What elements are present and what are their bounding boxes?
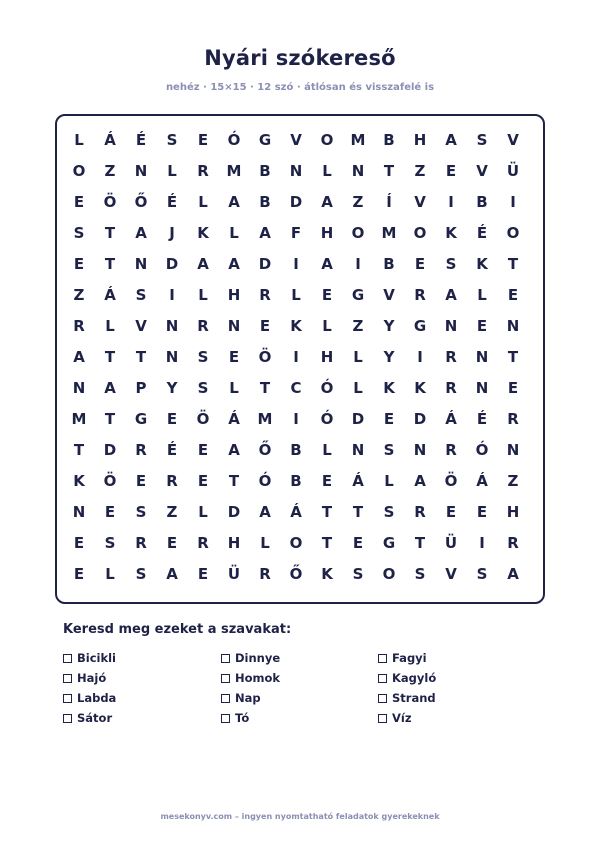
word-label: Dinnye [235, 651, 281, 665]
grid-cell: E [414, 255, 426, 273]
checkbox-icon[interactable] [63, 694, 72, 703]
grid-cell: K [383, 379, 395, 397]
grid-cell: E [166, 410, 178, 428]
grid-cell: R [135, 441, 147, 459]
checkbox-icon[interactable] [63, 654, 72, 663]
grid-cell: R [259, 565, 271, 583]
grid-cell: N [134, 255, 148, 273]
grid-cell: L [260, 534, 270, 552]
grid-cell: A [414, 472, 426, 490]
checkbox-icon[interactable] [378, 654, 387, 663]
grid-cell: Á [352, 472, 364, 490]
grid-cell: R [445, 379, 457, 397]
grid-cell: Y [383, 317, 395, 335]
grid-cell: H [506, 503, 520, 521]
grid-cell: N [351, 441, 365, 459]
word-item [63, 690, 116, 706]
grid-cell: V [414, 193, 426, 211]
grid-cell: R [507, 534, 519, 552]
grid-cell: K [414, 379, 426, 397]
grid-cell: B [383, 131, 395, 149]
grid-cell: Z [104, 162, 116, 180]
grid-cell: Ü [227, 565, 241, 583]
grid-cell: T [104, 255, 116, 273]
grid-cell: S [104, 534, 116, 552]
grid-cell: G [413, 317, 427, 335]
grid-cell: V [445, 565, 457, 583]
grid-cell: N [72, 503, 86, 521]
grid-cell: R [197, 317, 209, 335]
grid-cell: V [476, 162, 488, 180]
grid-cell: I [510, 193, 516, 211]
grid-cell: S [135, 565, 147, 583]
grid-cell: H [320, 348, 334, 366]
grid-cell: B [290, 472, 302, 490]
grid-cell: Ö [103, 472, 117, 490]
grid-cell: E [197, 441, 209, 459]
word-label: Fagyi [392, 651, 427, 665]
grid-cell: N [506, 441, 520, 459]
grid-cell: Z [73, 286, 85, 304]
grid-cell: E [507, 379, 519, 397]
grid-cell: Ö [258, 348, 272, 366]
grid-cell: Á [290, 503, 302, 521]
grid-cell: T [104, 410, 116, 428]
grid-cell: C [290, 379, 302, 397]
grid-cell: K [476, 255, 488, 273]
checkbox-icon[interactable] [221, 714, 230, 723]
word-label: Hajó [77, 671, 107, 685]
grid-cell: H [320, 224, 334, 242]
grid-cell: R [445, 441, 457, 459]
word-label: Nap [235, 691, 261, 705]
grid-cell: K [73, 472, 85, 490]
checkbox-icon[interactable] [63, 674, 72, 683]
grid-cell: B [383, 255, 395, 273]
word-item [63, 670, 106, 686]
grid-cell: V [383, 286, 395, 304]
grid-cell: Ó [227, 131, 241, 149]
grid-cell: Á [228, 410, 240, 428]
grid-cell: M [71, 410, 87, 428]
grid-cell: L [322, 441, 332, 459]
grid-cell: T [383, 162, 395, 180]
grid-cell: É [166, 193, 178, 211]
grid-cell: N [165, 348, 179, 366]
grid-cell: G [382, 534, 396, 552]
letter-grid [55, 114, 545, 604]
grid-cell: R [73, 317, 85, 335]
grid-cell: I [355, 255, 361, 273]
grid-cell: N [72, 379, 86, 397]
grid-cell: A [228, 193, 240, 211]
grid-cell: L [477, 286, 487, 304]
grid-cell: Ő [289, 565, 303, 583]
checkbox-icon[interactable] [221, 674, 230, 683]
grid-cell: V [290, 131, 302, 149]
grid-cell: Y [166, 379, 178, 397]
grid-cell: O [382, 565, 396, 583]
grid-cell: O [72, 162, 86, 180]
checkbox-icon[interactable] [378, 714, 387, 723]
grid-cell: M [226, 162, 242, 180]
grid-cell: L [322, 317, 332, 335]
grid-cell: A [135, 224, 147, 242]
grid-cell: N [444, 317, 458, 335]
grid-cell: R [445, 348, 457, 366]
grid-cell: E [197, 472, 209, 490]
grid-cell: H [227, 534, 241, 552]
grid-cell: E [73, 255, 85, 273]
checkbox-icon[interactable] [221, 654, 230, 663]
grid-cell: V [507, 131, 519, 149]
word-item [221, 650, 280, 666]
grid-cell: Á [476, 472, 488, 490]
grid-cell: E [445, 503, 457, 521]
grid-cell: A [321, 193, 333, 211]
grid-cell: T [352, 503, 364, 521]
grid-cell: L [198, 193, 208, 211]
grid-cell: E [259, 317, 271, 335]
grid-cell: Ö [196, 410, 210, 428]
word-item [378, 650, 427, 666]
grid-cell: E [73, 193, 85, 211]
page-subtitle: nehéz · 15×15 · 12 szó · átlósan és visszafelé is [165, 82, 435, 93]
grid-cell: L [322, 162, 332, 180]
grid-cell: A [507, 565, 519, 583]
grid-cell: Ó [320, 379, 334, 397]
grid-cell: V [135, 317, 147, 335]
grid-cell: Z [507, 472, 519, 490]
checkbox-icon[interactable] [378, 694, 387, 703]
grid-cell: N [289, 162, 303, 180]
grid-cell: R [507, 410, 519, 428]
grid-cell: T [73, 441, 85, 459]
word-label: Strand [392, 691, 436, 705]
grid-cell: Ü [506, 162, 520, 180]
word-label: Labda [77, 691, 117, 705]
grid-cell: E [197, 131, 209, 149]
grid-cell: E [476, 317, 488, 335]
grid-cell: T [228, 472, 240, 490]
grid-cell: F [290, 224, 302, 242]
grid-cell: Ó [475, 441, 489, 459]
grid-cell: N [165, 317, 179, 335]
grid-cell: D [227, 503, 241, 521]
grid-cell: A [259, 224, 271, 242]
grid-cell: G [134, 410, 148, 428]
word-list-title: Keresd meg ezeket a szavakat: [63, 622, 292, 637]
grid-cell: L [198, 286, 208, 304]
grid-cell: K [290, 317, 302, 335]
grid-cell: G [258, 131, 272, 149]
word-label: Sátor [77, 711, 113, 725]
grid-cell: T [135, 348, 147, 366]
grid-cell: I [293, 348, 299, 366]
grid-cell: S [476, 565, 488, 583]
grid-cell: S [414, 565, 426, 583]
grid-cell: Á [104, 131, 116, 149]
grid-cell: T [507, 255, 519, 273]
grid-cell: Ö [444, 472, 458, 490]
grid-cell: B [259, 162, 271, 180]
grid-cell: L [105, 317, 115, 335]
grid-cell: P [135, 379, 147, 397]
grid-cell: S [73, 224, 85, 242]
grid-cell: R [197, 162, 209, 180]
grid-cell: J [169, 224, 175, 242]
grid-cell: A [228, 441, 240, 459]
grid-cell: A [445, 131, 457, 149]
grid-cell: Y [383, 348, 395, 366]
grid-cell: D [351, 410, 365, 428]
grid-cell: E [104, 503, 116, 521]
grid-cell: D [165, 255, 179, 273]
grid-cell: L [353, 348, 363, 366]
grid-cell: R [197, 534, 209, 552]
grid-cell: A [166, 565, 178, 583]
word-label: Bicikli [77, 651, 116, 665]
grid-cell: Á [445, 410, 457, 428]
word-item [378, 710, 412, 726]
word-item [63, 710, 112, 726]
grid-cell: N [506, 317, 520, 335]
grid-cell: N [134, 162, 148, 180]
grid-cell: É [476, 224, 488, 242]
grid-cell: B [290, 441, 302, 459]
grid-cell: O [289, 534, 303, 552]
grid-cell: Í [386, 193, 392, 211]
grid-cell: T [259, 379, 271, 397]
grid-cell: K [197, 224, 209, 242]
grid-cell: I [479, 534, 485, 552]
word-label: Tó [235, 711, 250, 725]
grid-cell: A [73, 348, 85, 366]
grid-cell: Ó [258, 472, 272, 490]
grid-cell: A [104, 379, 116, 397]
grid-cell: E [321, 472, 333, 490]
word-label: Homok [235, 671, 281, 685]
grid-cell: E [73, 565, 85, 583]
grid-cell: N [413, 441, 427, 459]
grid-cell: K [445, 224, 457, 242]
grid-cell: Z [352, 193, 364, 211]
grid-cell: L [229, 224, 239, 242]
grid-cell: B [476, 193, 488, 211]
grid-cell: L [198, 503, 208, 521]
grid-cell: D [258, 255, 272, 273]
grid-cell: Z [352, 317, 364, 335]
grid-cell: E [166, 534, 178, 552]
word-item [221, 710, 249, 726]
grid-cell: E [383, 410, 395, 428]
grid-cell: T [104, 348, 116, 366]
grid-cell: R [259, 286, 271, 304]
grid-cell: L [74, 131, 84, 149]
grid-cell: Ő [134, 193, 148, 211]
word-item [378, 690, 436, 706]
grid-cell: I [293, 410, 299, 428]
grid-cell: L [167, 162, 177, 180]
word-label: Víz [392, 711, 412, 725]
word-item [221, 670, 280, 686]
checkbox-icon[interactable] [63, 714, 72, 723]
grid-cell: E [445, 162, 457, 180]
grid-cell: S [352, 565, 364, 583]
grid-cell: É [476, 410, 488, 428]
checkbox-icon[interactable] [378, 674, 387, 683]
word-item [63, 650, 116, 666]
grid-cell: M [350, 131, 366, 149]
grid-cell: A [197, 255, 209, 273]
grid-cell: E [476, 503, 488, 521]
grid-cell: Ő [258, 441, 272, 459]
word-label: Kagyló [392, 671, 437, 685]
grid-cell: E [228, 348, 240, 366]
grid-cell: H [227, 286, 241, 304]
grid-cell: I [417, 348, 423, 366]
grid-cell: E [135, 472, 147, 490]
grid-cell: T [321, 503, 333, 521]
grid-cell: S [383, 503, 395, 521]
grid-cell: T [414, 534, 426, 552]
grid-cell: Ü [444, 534, 458, 552]
grid-cell: O [506, 224, 520, 242]
checkbox-icon[interactable] [221, 694, 230, 703]
grid-cell: D [103, 441, 117, 459]
grid-cell: L [384, 472, 394, 490]
grid-cell: T [321, 534, 333, 552]
grid-cell: O [351, 224, 365, 242]
grid-cell: A [259, 503, 271, 521]
grid-cell: L [291, 286, 301, 304]
grid-cell: A [445, 286, 457, 304]
grid-cell: S [445, 255, 457, 273]
grid-cell: M [381, 224, 397, 242]
grid-cell: N [227, 317, 241, 335]
grid-cell: É [166, 441, 178, 459]
grid-cell: R [414, 286, 426, 304]
grid-cell: L [229, 379, 239, 397]
grid-cell: O [413, 224, 427, 242]
grid-cell: A [228, 255, 240, 273]
grid-cell: O [320, 131, 334, 149]
grid-cell: S [166, 131, 178, 149]
grid-cell: S [476, 131, 488, 149]
grid-cell: N [351, 162, 365, 180]
grid-cell: R [166, 472, 178, 490]
grid-cell: Ö [103, 193, 117, 211]
grid-cell: E [507, 286, 519, 304]
word-item [221, 690, 261, 706]
grid-cell: D [289, 193, 303, 211]
grid-cell: Z [166, 503, 178, 521]
grid-cell: S [197, 348, 209, 366]
grid-cell: G [351, 286, 365, 304]
grid-cell: M [257, 410, 273, 428]
grid-cell: H [413, 131, 427, 149]
grid-cell: I [448, 193, 454, 211]
grid-cell: I [169, 286, 175, 304]
grid-cell: I [293, 255, 299, 273]
grid-cell: A [321, 255, 333, 273]
grid-cell: E [197, 565, 209, 583]
grid-cell: S [197, 379, 209, 397]
page-title: Nyári szókereső [204, 46, 396, 70]
grid-cell: E [352, 534, 364, 552]
grid-cell: R [135, 534, 147, 552]
grid-cell: T [104, 224, 116, 242]
grid-cell: D [413, 410, 427, 428]
grid-cell: L [353, 379, 363, 397]
grid-cell: K [321, 565, 333, 583]
grid-cell: S [383, 441, 395, 459]
grid-cell: E [321, 286, 333, 304]
grid-cell: S [135, 503, 147, 521]
grid-cell: N [475, 379, 489, 397]
grid-cell: E [73, 534, 85, 552]
grid-cell: Z [414, 162, 426, 180]
grid-cell: Ó [320, 410, 334, 428]
grid-cell: L [105, 565, 115, 583]
grid-cell: S [135, 286, 147, 304]
grid-cell: R [414, 503, 426, 521]
grid-cell: É [135, 131, 147, 149]
footer: mesekonyv.com – ingyen nyomtatható feladatok gyerekeknek [160, 812, 440, 821]
grid-cell: B [259, 193, 271, 211]
grid-cell: N [475, 348, 489, 366]
grid-cell: T [507, 348, 519, 366]
word-item [378, 670, 436, 686]
grid-cell: Á [104, 286, 116, 304]
